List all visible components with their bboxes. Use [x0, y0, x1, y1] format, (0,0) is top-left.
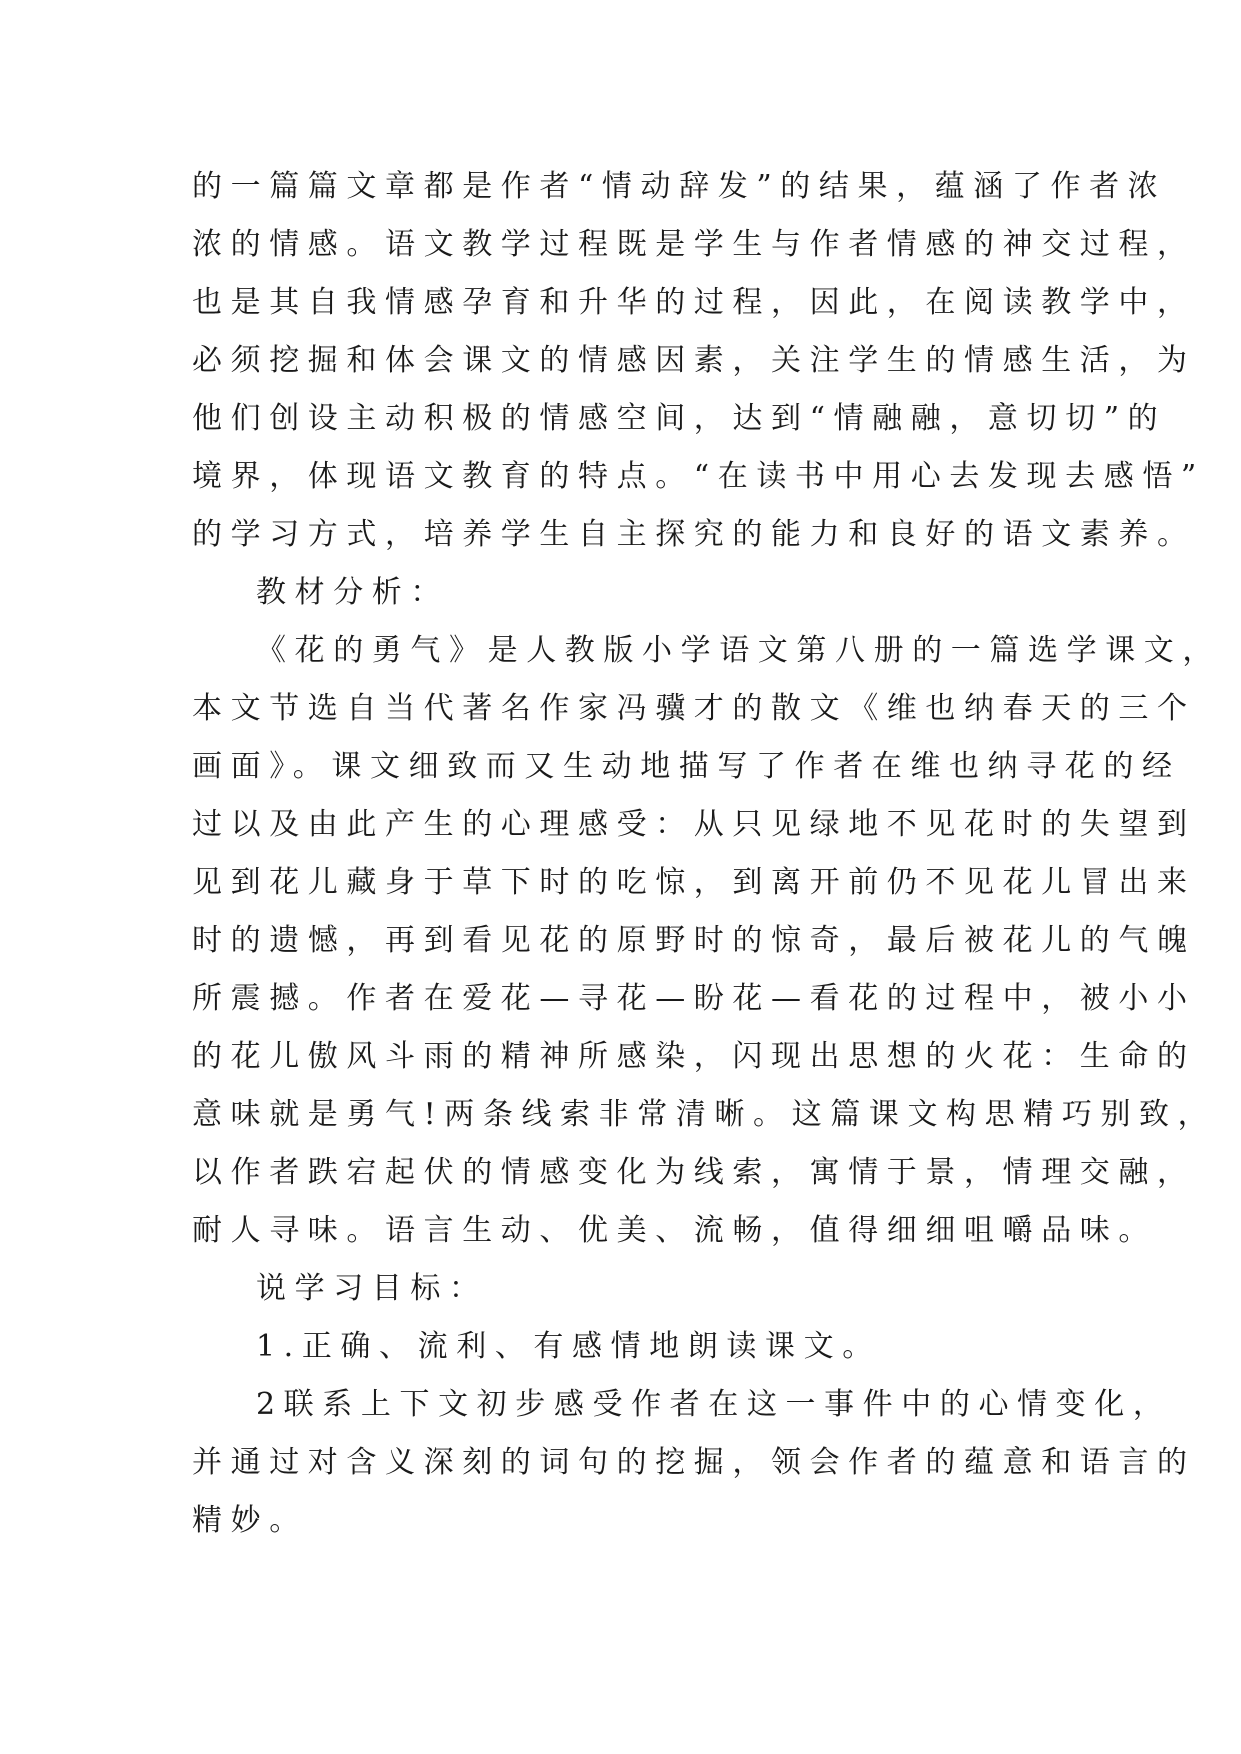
text-line: 见到花儿藏身于草下时的吃惊，到离开前仍不见花儿冒出来	[192, 865, 1196, 900]
document-body	[192, 158, 1221, 1550]
goal-item-2: 2联系上下文初步感受作者在这一事件中的心情变化，	[256, 1387, 1172, 1422]
text-line: 意味就是勇气!两条线索非常清晰。这篇课文构思精巧别致，	[192, 1097, 1217, 1132]
text-line: 并通过对含义深刻的词句的挖掘，领会作者的蕴意和语言的	[192, 1445, 1196, 1480]
section-heading-learning-goals: 说学习目标：	[256, 1271, 488, 1306]
text-line: 过以及由此产生的心理感受：从只见绿地不见花时的失望到	[192, 807, 1196, 842]
text-line: 的花儿傲风斗雨的精神所感染，闪现出思想的火花：生命的	[192, 1039, 1196, 1074]
text-line: 以作者跌宕起伏的情感变化为线索，寓情于景，情理交融，	[192, 1155, 1196, 1190]
text-line: 的一篇篇文章都是作者“情动辞发”的结果，蕴涵了作者浓	[192, 169, 1167, 204]
text-line: 时的遗憾，再到看见花的原野时的惊奇，最后被花儿的气魄	[192, 923, 1196, 958]
text-line: 精妙。	[192, 1503, 308, 1538]
goal-item-1: 1.正确、流利、有感情地朗读课文。	[256, 1329, 881, 1364]
text-line: 本文节选自当代著名作家冯骥才的散文《维也纳春天的三个	[192, 691, 1196, 726]
text-line: 他们创设主动积极的情感空间，达到“情融融，意切切”的	[192, 401, 1167, 436]
text-line: 画面》。课文细致而又生动地描写了作者在维也纳寻花的经	[192, 749, 1181, 784]
text-line: 也是其自我情感孕育和升华的过程，因此，在阅读教学中，	[192, 285, 1196, 320]
text-line: 的学习方式，培养学生自主探究的能力和良好的语文素养。	[192, 517, 1196, 552]
text-line: 境界，体现语文教育的特点。“在读书中用心去发现去感悟”	[192, 459, 1205, 494]
text-line: 必须挖掘和体会课文的情感因素，关注学生的情感生活，为	[192, 343, 1196, 378]
text-line: 所震撼。作者在爱花—寻花—盼花—看花的过程中，被小小	[192, 981, 1196, 1016]
section-heading-textbook-analysis: 教材分析：	[256, 575, 449, 610]
paragraph-first-line: 《花的勇气》是人教版小学语文第八册的一篇选学课文，	[256, 633, 1221, 668]
text-line: 耐人寻味。语言生动、优美、流畅，值得细细咀嚼品味。	[192, 1213, 1157, 1248]
text-line: 浓的情感。语文教学过程既是学生与作者情感的神交过程，	[192, 227, 1196, 262]
